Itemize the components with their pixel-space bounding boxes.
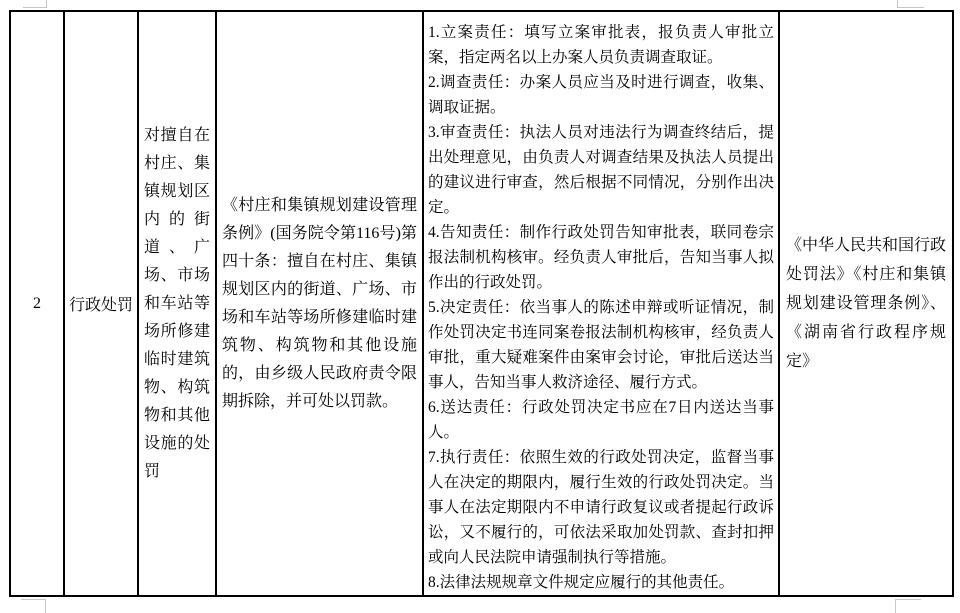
sequence-number: 2 [33, 294, 41, 312]
related-laws-text: 《中华人民共和国行政处罚法》《村庄和集镇规划建设管理条例》、《湖南省行政程序规定》 [786, 237, 947, 370]
responsibility-item: 8.法律法规规章文件规定应履行的其他责任。 [428, 574, 735, 591]
cell-responsibilities [424, 12, 780, 595]
cell-power-type [65, 12, 139, 595]
power-type-label: 行政处罚 [69, 297, 134, 314]
legal-basis-text: 《村庄和集镇规划建设管理条例》(国务院令第116号)第四十条：擅自在村庄、集镇规划区内的街道、广场、市场和车站等场所修建临时建筑物、构筑物和其他设施的，由乡级人民政府责令限期拆除，并可处以罚款。 [222, 196, 417, 410]
text-boundary-mark-bottom-right [895, 599, 921, 613]
admin-penalty-table [9, 10, 954, 597]
text-boundary-mark-top-left [23, 0, 47, 8]
responsibility-item: 6.送达责任：行政处罚决定书应在7日内送达当事人。 [428, 399, 774, 441]
text-boundary-mark-bottom-left [21, 599, 46, 613]
cell-power-name [139, 12, 217, 595]
power-name-text: 对擅自在村庄、集镇规划区内的街道、广场、市场和车站等场所修建临时建筑物、构筑物和其他设施的处罚 [144, 126, 210, 480]
responsibility-item: 5.决定责任：依当事人的陈述申辩或听证情况，制作处罚决定书连同案卷报法制机构核审，经负责人审批，重大疑难案件由案审会讨论，审批后送达当事人，告知当事人救济途径、履行方式。 [428, 299, 774, 391]
cell-legal-basis [217, 12, 424, 595]
text-boundary-mark-top-right [897, 0, 924, 8]
responsibility-item: 3.审查责任：执法人员对违法行为调查终结后，提出处理意见，由负责人对调查结果及执法人员提出的建议进行审查，然后根据不同情况，分别作出决定。 [428, 124, 774, 216]
responsibility-item: 1.立案责任：填写立案审批表，报负责人审批立案，指定两名以上办案人员负责调查取证。 [428, 24, 774, 66]
cell-sequence-number [11, 12, 65, 595]
responsibility-item: 7.执行责任：依照生效的行政处罚决定，监督当事人在决定的期限内，履行生效的行政处罚决定。当事人在法定期限内不申请行政复议或者提起行政诉讼，又不履行的，可依法采取加处罚款、查封扣押或向人民法院申请强制执行等措施。 [428, 449, 774, 566]
responsibility-item: 2.调查责任：办案人员应当及时进行调查，收集、调取证据。 [428, 74, 774, 116]
responsibility-item: 4.告知责任：制作行政处罚告知审批表，联同卷宗报法制机构核审。经负责人审批后，告知当事人拟作出的行政处罚。 [428, 224, 774, 291]
cell-related-laws [780, 12, 952, 595]
